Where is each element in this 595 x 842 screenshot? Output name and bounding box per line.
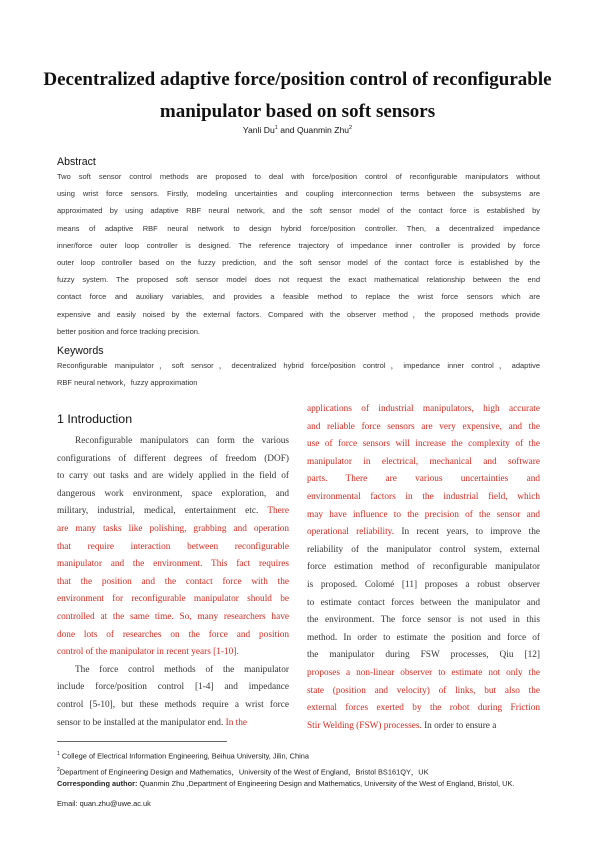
abstract-line: using wrist force sensors. Firstly, modeling uncertainties and coupling interconnection terms between the subsystems are xyxy=(57,189,540,199)
intro-text-run: may have influence to the precision of the sensor and xyxy=(307,509,540,520)
intro-text-run: the manipulator during FSW processes, Qiu [12] xyxy=(307,650,540,661)
abstract-line: Two soft sensor control methods are proposed to deal with force/position control of reconfigurable manipulators without xyxy=(57,172,540,181)
intro-line xyxy=(57,679,289,697)
abstract-heading: Abstract xyxy=(57,156,96,168)
intro-text-run: method. In order to estimate the position and force of xyxy=(307,632,540,643)
footnote-separator xyxy=(57,741,227,742)
intro-text-run: proposes a non-linear observer to estimate not only the xyxy=(307,667,540,678)
title-line-2: manipulator based on soft sensors xyxy=(159,101,436,122)
intro-text-run: external forces exerted by the robot during Friction xyxy=(307,703,540,714)
abstract-line: outer loop controller based on the fuzzy prediction, and the soft sensor model of the contact force is established by the xyxy=(57,258,540,268)
intro-line xyxy=(307,542,540,560)
intro-text-run: done lots of researches on the force and position xyxy=(57,629,289,640)
intro-text-run: Reconfigurable manipulators can form the various xyxy=(75,436,289,446)
intro-line xyxy=(307,559,540,577)
title-line-1: Decentralized adaptive force/position control of reconfigurable xyxy=(43,69,552,90)
intro-line xyxy=(57,521,289,539)
footnote-1-mark: 1 xyxy=(57,751,60,757)
intro-line xyxy=(57,451,289,469)
intro-text-run: manipulator in electrical, mechanical and software xyxy=(307,456,540,467)
intro-line xyxy=(57,591,289,609)
email-address: quan.zhu@uwe.ac.uk xyxy=(77,799,151,808)
footnote-affiliation-1 xyxy=(57,750,547,761)
intro-line xyxy=(307,419,540,437)
intro-text-run: controlled at the same time. So, many researchers have xyxy=(57,611,289,622)
abstract-line: approximated by using adaptive RBF neural network, and the soft sensor model of the contact force is established by xyxy=(57,206,540,216)
abstract-line: inner/force outer loop controller is designed. The reference trajectory of impedance inner controller is provided by force xyxy=(57,240,540,250)
intro-text-run: use of force sensors will increase the complexity of the xyxy=(307,439,540,450)
intro-text-run: There xyxy=(267,506,289,517)
intro-text-run: configurations of different degrees of freedom (DOF) xyxy=(57,453,289,464)
intro-text-run: state (position and velocity) of links, but also the xyxy=(307,685,540,696)
intro-text-run: manipulator and the environment. This fact requires xyxy=(57,559,289,570)
author-conjunction: and xyxy=(277,125,297,135)
intro-line xyxy=(307,612,540,630)
intro-text-run: operational reliability. xyxy=(307,527,395,538)
abstract-line: better position and force tracking precision. xyxy=(57,326,200,336)
intro-line xyxy=(57,539,289,557)
intro-line xyxy=(307,595,540,613)
intro-line xyxy=(57,627,289,645)
intro-text-run: Stir Welding (FSW) processes. xyxy=(307,720,422,731)
intro-line xyxy=(57,433,289,451)
intro-text-run: In order to ensure a xyxy=(421,720,497,731)
intro-line xyxy=(307,471,540,489)
author-1-affiliation-mark: 1 xyxy=(274,125,278,132)
intro-line xyxy=(307,665,540,683)
intro-line xyxy=(57,468,289,486)
intro-line xyxy=(307,718,540,736)
email-note xyxy=(57,799,547,809)
intro-text-run: environmental factors in the industrial field, which xyxy=(307,491,540,502)
author-line xyxy=(40,125,555,135)
intro-text-run: to carry out tasks and are widely applied in the field of xyxy=(57,471,289,482)
section-heading-introduction: 1 Introduction xyxy=(57,412,133,426)
intro-text-run: The force control methods of the manipulator xyxy=(75,664,289,675)
intro-line xyxy=(57,644,289,662)
abstract-line: fuzzy system. The proposed soft sensor model does not request the exact mathematical relationship between the end xyxy=(57,275,540,285)
footnote-1-text: College of Electrical Information Engineering, Beihua University, Jilin, China xyxy=(59,751,309,761)
keywords-body xyxy=(57,357,540,391)
intro-line xyxy=(57,556,289,574)
intro-text-run: force estimation method of reconfigurable manipulator xyxy=(307,562,540,573)
intro-text-run: military, industrial, medical, entertainment etc. xyxy=(57,506,268,517)
intro-line xyxy=(307,507,540,525)
intro-line xyxy=(307,401,540,419)
abstract-line: expensive and easily noised by the external factors. Compared with the observer method，the proposed methods provide xyxy=(57,309,540,319)
abstract-line: means of adaptive RBF neural network to design hybrid force/position controller. Then, a decentralized impedance xyxy=(57,223,540,233)
abstract-line: contact force and auxiliary variables, and provides a feasible method to replace the wrist force sensors which are xyxy=(57,292,540,302)
author-2: Quanmin Zhu xyxy=(296,125,350,135)
intro-text-run: sensor to be installed at the manipulator end. xyxy=(57,717,226,728)
author-1: Yanli Du xyxy=(242,125,275,135)
corresponding-author-label: Corresponding author: xyxy=(57,779,138,788)
intro-text-run: parts. There are various uncertainties and xyxy=(307,474,540,485)
keywords-heading: Keywords xyxy=(57,345,104,357)
intro-line xyxy=(307,647,540,665)
intro-text-run: reliability of the manipulator control system, external xyxy=(307,544,540,555)
intro-line xyxy=(57,662,289,680)
intro-text-run: and reliable force sensors are very expensive, and the xyxy=(307,421,540,432)
intro-right-column xyxy=(307,401,540,735)
intro-line xyxy=(307,524,540,542)
footnote-2-text: Department of Engineering Design and Mathematics，University of the West of England，Bristol BS161QY，UK xyxy=(59,767,429,777)
intro-line xyxy=(307,436,540,454)
intro-text-run: to estimate contact forces between the manipulator and xyxy=(307,597,540,608)
intro-line xyxy=(307,577,540,595)
footnote-2-mark: 2 xyxy=(57,767,60,773)
intro-text-run: control of the manipulator in recent years [1-10]. xyxy=(57,647,239,658)
intro-text-run: control [5-10], but these methods require a wrist force xyxy=(57,699,289,710)
intro-line xyxy=(307,489,540,507)
intro-text-run: applications of industrial manipulators, high accurate xyxy=(307,404,540,414)
keywords-line: Reconfigurable manipulator，soft sensor，decentralized hybrid force/position control，impedance inner control，adaptive xyxy=(57,361,540,370)
corresponding-author-text: Quanmin Zhu ,Department of Engineering Design and Mathematics, University of the West of England, Bristol, UK. xyxy=(137,779,515,788)
intro-text-run: are many tasks like polishing, grabbing and operation xyxy=(57,523,289,534)
corresponding-author-note xyxy=(57,779,547,789)
intro-line xyxy=(57,486,289,504)
abstract-body xyxy=(57,168,540,340)
intro-line xyxy=(307,700,540,718)
intro-text-run: In recent years, to improve the xyxy=(394,527,540,538)
intro-line xyxy=(307,454,540,472)
intro-text-run: that require interaction between reconfigurable xyxy=(57,541,289,552)
intro-text-run: dangerous work environment, space exploration, and xyxy=(57,488,289,499)
author-2-affiliation-mark: 2 xyxy=(349,125,353,132)
intro-line xyxy=(307,630,540,648)
intro-text-run: include force/position control [1-4] and impedance xyxy=(57,682,289,693)
intro-text-run: environment for reconfigurable manipulator should be xyxy=(57,594,289,605)
intro-line xyxy=(307,683,540,701)
intro-line xyxy=(57,697,289,715)
intro-line xyxy=(57,574,289,592)
intro-text-run: is proposed. Colomé [11] proposes a robust observer xyxy=(307,579,540,590)
intro-text-run: that the position and the contact force with the xyxy=(57,576,289,587)
intro-left-column xyxy=(57,433,289,732)
paper-title xyxy=(40,64,555,128)
intro-line xyxy=(57,609,289,627)
footnote-affiliation-2 xyxy=(57,766,547,777)
intro-line xyxy=(57,715,289,733)
intro-line xyxy=(57,503,289,521)
intro-text-run: In the xyxy=(225,717,248,728)
intro-text-run: the environment. The force sensor is not used in this xyxy=(307,615,540,626)
keywords-line: RBF neural network，fuzzy approximation xyxy=(57,378,198,388)
email-label: Email: xyxy=(57,799,78,808)
